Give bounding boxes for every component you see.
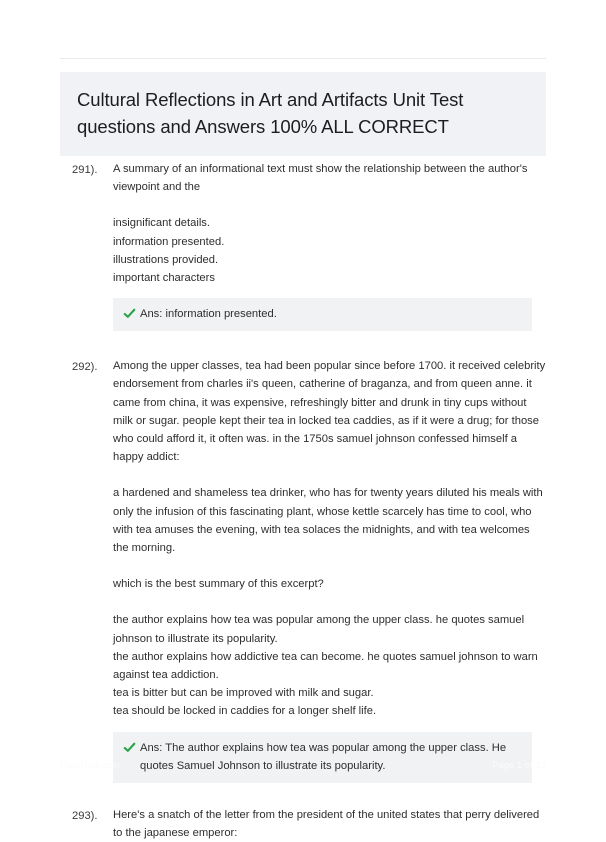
option-item[interactable]: the author explains how addictive tea can become. he quotes samuel johnson to warn against tea addiction. <box>113 650 538 682</box>
question-stem-292: Among the upper classes, tea had been popular since before 1700. it received celebrity endorsement from charles ii's queen, catherine of braganza, and from queen anne. it came from china, it was expensive, refreshingly bitter and drunk in tiny cups without milk or sugar. people kept their tea in locked tea caddies, as if it were a drug; for those who could afford it, it often was. in the 1750s samuel johnson confessed himself a happy addict: <box>113 360 546 464</box>
header-divider <box>60 58 546 59</box>
question-excerpt-292: a hardened and shameless tea drinker, who has for twenty years diluted his meals with only the infusion of this fascinating plant, whose kettle scarcely has time to cool, who with tea amuses the evening, with tea solaces the midnights, and with tea welcomes the morning. <box>113 487 543 555</box>
question-block-293 <box>0 806 606 842</box>
page-title-line-2: questions and Answers 100% ALL CORRECT <box>77 116 449 137</box>
option-item[interactable]: important characters <box>113 272 215 285</box>
answer-text-291: Ans: information presented. <box>140 308 277 321</box>
option-item[interactable]: the author explains how tea was popular among the upper class. he quotes samuel johnson to illustrate its popularity. <box>113 614 525 645</box>
check-icon <box>123 307 136 320</box>
answer-text-292: Ans: The author explains how tea was popular among the upper class. He quotes Samuel Johnson to illustrate its popularity. <box>140 741 507 772</box>
options-list-292 <box>113 611 546 720</box>
option-item[interactable]: illustrations provided. <box>113 253 219 266</box>
page-title-line-1: Cultural Reflections in Art and Artifacts Unit Test <box>77 89 464 110</box>
option-item[interactable]: information presented. <box>113 235 225 248</box>
question-number-293: 293). <box>72 809 98 822</box>
options-list-291 <box>113 214 546 287</box>
question-stem-291: A summary of an informational text must show the relationship between the author's viewpoint and the <box>113 163 528 194</box>
option-item[interactable]: tea should be locked in caddies for a longer shelf life. <box>113 705 377 718</box>
question-stem-293: Here's a snatch of the letter from the president of the united states that perry delivered to the japanese emperor: <box>113 808 540 839</box>
option-item[interactable]: tea is bitter but can be improved with milk and sugar. <box>113 687 374 700</box>
question-number-292: 292). <box>72 361 98 374</box>
answer-box-291 <box>113 298 532 331</box>
question-block-291 <box>0 160 606 331</box>
footer-watermark: PaperTitle.com <box>60 760 120 770</box>
page-footer <box>60 757 546 773</box>
footer-page-number: Page 1 of 12 <box>492 760 546 770</box>
question-prompt-292: which is the best summary of this excerpt? <box>113 578 324 591</box>
question-number-291: 291). <box>72 164 98 176</box>
question-block-292 <box>0 357 606 782</box>
document-content <box>0 160 606 842</box>
document-title-block <box>60 72 546 156</box>
check-icon <box>123 741 136 754</box>
option-item[interactable]: insignificant details. <box>113 217 211 230</box>
